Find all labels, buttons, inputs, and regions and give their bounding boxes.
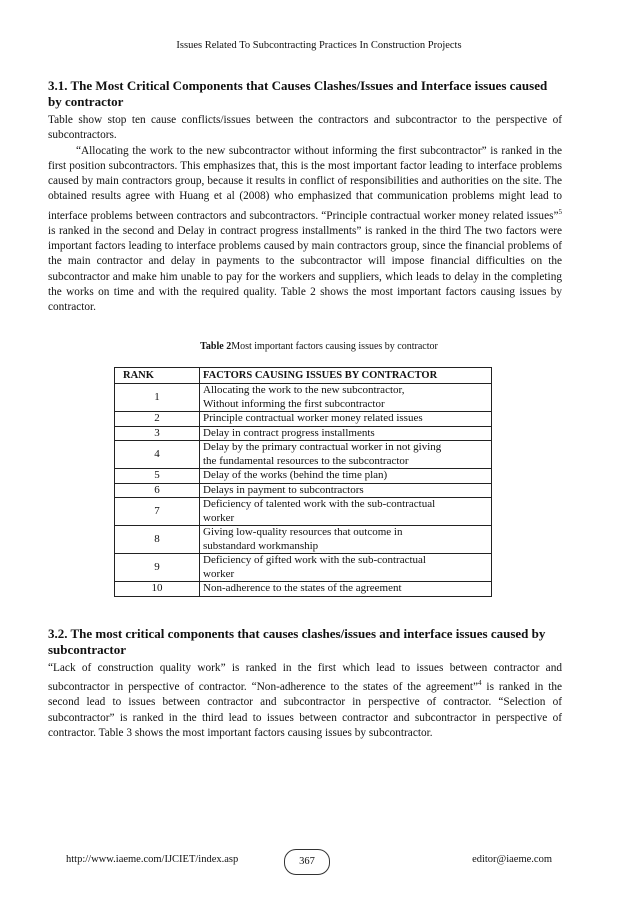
analysis-paragraph	[48, 144, 562, 316]
analysis-paragraph	[48, 661, 562, 741]
paragraph-text: is ranked in the second and Delay in contract progress installments” is ranked in the third The two factors were important factors leading to interface problems caused by main contractors group, since the financial problems of the main contractor and delay in payments to the subcontractor will impose financial difficulties on the subcontractor and make him unable to pay for the workers and suppliers, which leads to delay in the completing the works on time and with the required quality. Table 2 shows the most important factors causing issues by contractor.	[48, 224, 562, 314]
section-3-1	[48, 78, 562, 316]
journal-url-link[interactable]: http://www.iaeme.com/IJCIET/index.asp	[66, 854, 239, 865]
factor-cell: Delay in contract progress installments	[200, 426, 492, 441]
page-footer	[0, 849, 638, 873]
table-row	[115, 554, 492, 582]
paragraph-text: is ranked in the second lead to issues between contractor and subcontractor in perspective of contractor. “Selection of subcontractor” is ranked in the third lead to issues between contractor and subcontractor in perspective of contractor. Table 3 shows the most important factors causing issues by subcontractor.	[48, 681, 563, 739]
rank-cell: 1	[115, 384, 200, 412]
factor-cell: Delays in payment to subcontractors	[200, 483, 492, 498]
factor-cell	[200, 498, 492, 526]
footnote-ref: 5	[558, 207, 562, 216]
table-row	[115, 384, 492, 412]
factor-cell	[200, 526, 492, 554]
rank-cell: 10	[115, 582, 200, 597]
rank-cell: 4	[115, 441, 200, 469]
rank-cell: 2	[115, 412, 200, 427]
table-label: Table 2	[200, 341, 232, 352]
section-heading: 3.2. The most critical components that causes clashes/issues and interface issues caused by subcontractor	[48, 626, 546, 657]
intro-paragraph: Table show stop ten cause conflicts/issues between the contractors and subcontractor to the perspective of subcontractors.	[48, 114, 562, 142]
factor-cell: Delay of the works (behind the time plan)	[200, 469, 492, 484]
table-row	[115, 469, 492, 484]
rank-cell: 3	[115, 426, 200, 441]
factor-line: Deficiency of talented work with the sub-contractual	[203, 498, 436, 510]
table-row	[115, 526, 492, 554]
table-row	[115, 426, 492, 441]
factor-cell: Non-adherence to the states of the agreement	[200, 582, 492, 597]
table-caption-text: Most important factors causing issues by contractor	[231, 341, 438, 352]
factor-cell	[200, 554, 492, 582]
table-caption	[0, 341, 638, 352]
factor-line: Without informing the first subcontractor	[203, 397, 385, 410]
factor-line: the fundamental resources to the subcontractor	[203, 454, 409, 467]
table-row	[115, 582, 492, 597]
factor-column-header: FACTORS CAUSING ISSUES BY CONTRACTOR	[200, 368, 492, 384]
factor-line: Giving low-quality resources that outcome in	[203, 526, 403, 538]
rank-cell: 5	[115, 469, 200, 484]
factor-line: worker	[203, 511, 235, 524]
section-3-2	[48, 626, 562, 741]
rank-column-header: RANK	[115, 368, 200, 384]
factor-cell	[200, 384, 492, 412]
factor-line: Delay by the primary contractual worker in not giving	[203, 441, 442, 453]
table-row	[115, 498, 492, 526]
running-header: Issues Related To Subcontracting Practices In Construction Projects	[176, 40, 462, 51]
factor-cell	[200, 441, 492, 469]
table-row	[115, 441, 492, 469]
footnote-ref: 4	[478, 679, 482, 688]
factor-line: substandard workmanship	[203, 539, 319, 552]
table-row	[115, 412, 492, 427]
editor-email-link[interactable]: editor@iaeme.com	[472, 854, 552, 865]
factor-line: Allocating the work to the new subcontractor,	[203, 384, 405, 396]
factor-line: Deficiency of gifted work with the sub-contractual	[203, 554, 426, 566]
paragraph-text: “Lack of construction quality work” is ranked in the first which lead to issues between contractor and subcontractor in perspective of contractor. “Non-adherence to the states of the agreement”	[48, 662, 562, 694]
factor-line: worker	[203, 567, 235, 580]
rank-cell: 7	[115, 498, 200, 526]
factors-table	[114, 367, 492, 597]
table-row	[115, 483, 492, 498]
rank-cell: 9	[115, 554, 200, 582]
section-heading: 3.1. The Most Critical Components that Causes Clashes/Issues and Interface issues caused by contractor	[48, 78, 548, 109]
page-number: 367	[284, 849, 330, 875]
paragraph-text: “Allocating the work to the new subcontractor without informing the first subcontractor” is ranked in the first position subcontractors. This emphasizes that, this is the most important factor leading to interface problems caused by main contractors group, because it results in conflict of responsibilities and authorities on the site. The obtained results agree with Huang et al (2008) who emphasized that communication problems might lead to interface problems between contractors and subcontractors. “Principle contractual worker money related issues”	[48, 144, 562, 222]
rank-cell: 6	[115, 483, 200, 498]
table-header-row	[115, 368, 492, 384]
rank-cell: 8	[115, 526, 200, 554]
factor-cell: Principle contractual worker money related issues	[200, 412, 492, 427]
